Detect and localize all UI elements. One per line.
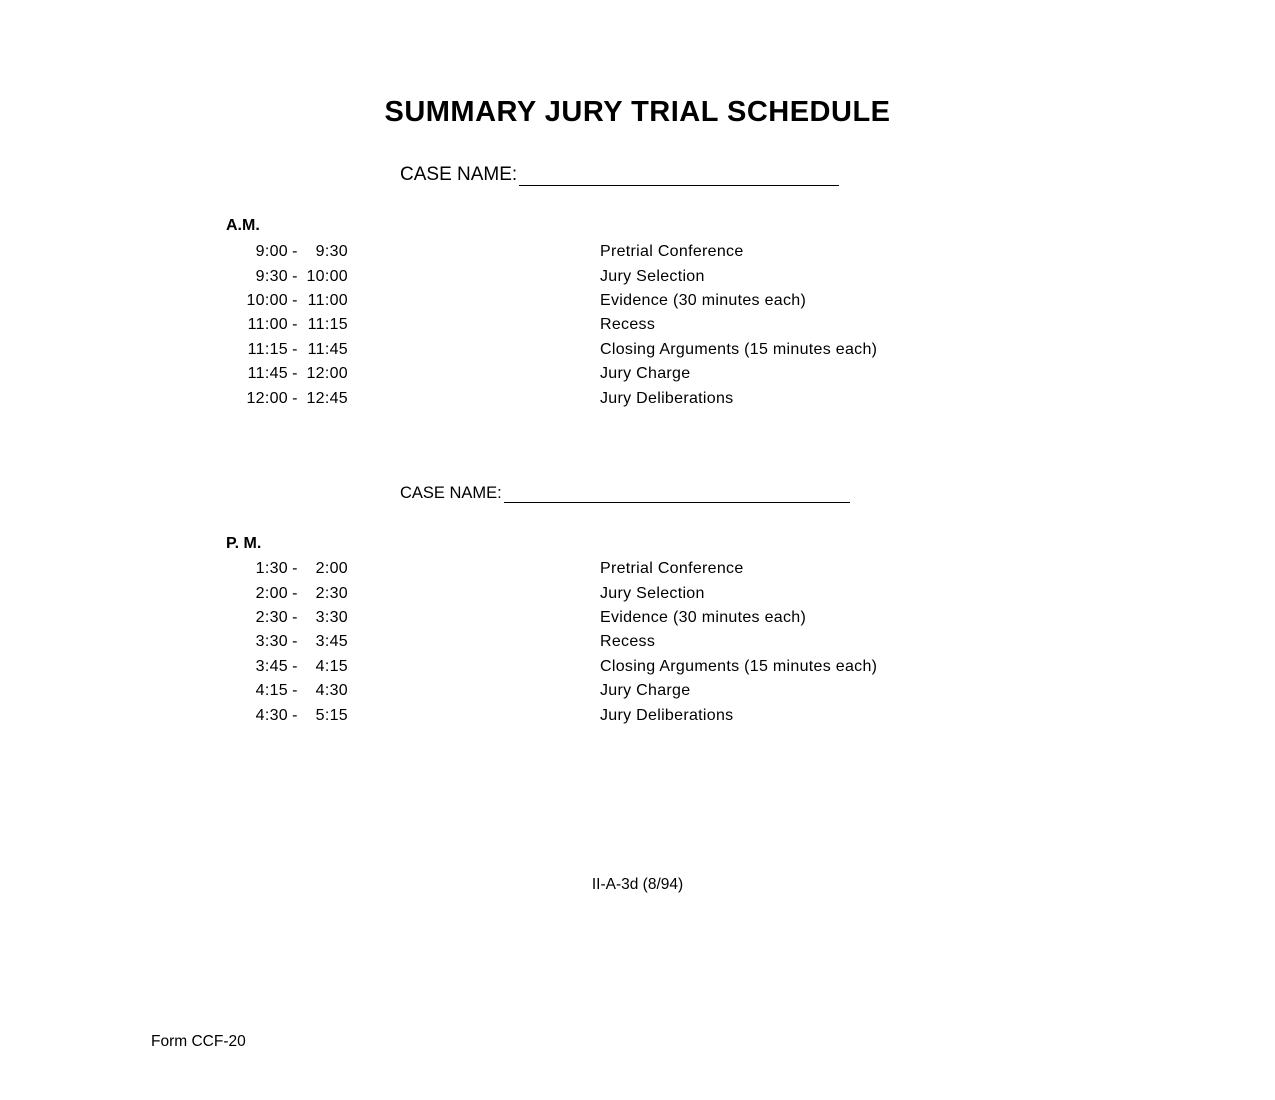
pm-schedule [226, 557, 986, 728]
time-dash: - [292, 389, 298, 407]
activity: Evidence (30 minutes each) [600, 291, 807, 309]
activity: Pretrial Conference [600, 560, 744, 578]
time-start: 2:30 [255, 608, 288, 626]
activity: Jury Charge [600, 682, 691, 700]
time-end: 9:30 [315, 243, 348, 261]
time-end: 5:15 [315, 706, 348, 724]
schedule-row [226, 362, 986, 386]
am-heading: A.M. [226, 217, 260, 234]
time-dash: - [292, 243, 298, 261]
time-start: 4:30 [255, 706, 288, 724]
activity: Jury Deliberations [600, 389, 734, 407]
activity: Closing Arguments (15 minutes each) [600, 340, 878, 358]
time-end: 12:45 [306, 389, 348, 407]
schedule-row [226, 264, 986, 288]
time-end: 4:15 [315, 657, 348, 675]
activity: Recess [600, 633, 656, 651]
time-dash: - [292, 267, 298, 285]
time-dash: - [292, 365, 298, 383]
case-name-blank [504, 487, 850, 503]
time-start: 4:15 [255, 682, 288, 700]
time-start: 3:45 [255, 657, 288, 675]
schedule-row [226, 679, 986, 703]
schedule-row [226, 289, 986, 313]
time-dash: - [292, 657, 298, 675]
time-end: 2:30 [315, 584, 348, 602]
time-start: 2:00 [255, 584, 288, 602]
time-dash: - [292, 633, 298, 651]
case-name-label: CASE NAME: [400, 484, 502, 502]
time-dash: - [292, 560, 298, 578]
time-end: 2:00 [315, 560, 348, 578]
schedule-row [226, 240, 986, 264]
activity: Evidence (30 minutes each) [600, 608, 807, 626]
pm-heading: P. M. [226, 535, 262, 552]
schedule-row [226, 630, 986, 654]
schedule-row [226, 338, 986, 362]
activity: Closing Arguments (15 minutes each) [600, 657, 878, 675]
time-dash: - [292, 706, 298, 724]
schedule-row [226, 557, 986, 581]
schedule-row [226, 703, 986, 727]
time-end: 11:15 [307, 316, 348, 334]
activity: Jury Selection [600, 267, 705, 285]
time-end: 12:00 [306, 365, 348, 383]
time-dash: - [292, 340, 298, 358]
time-end: 3:30 [315, 608, 348, 626]
time-start: 11:15 [247, 340, 288, 358]
time-start: 11:45 [247, 365, 288, 383]
activity: Jury Charge [600, 365, 691, 383]
time-dash: - [292, 584, 298, 602]
schedule-row [226, 313, 986, 337]
schedule-row [226, 581, 986, 605]
activity: Jury Deliberations [600, 706, 734, 724]
page-code: II-A-3d (8/94) [591, 876, 684, 893]
form-id: Form CCF-20 [151, 1033, 246, 1050]
time-dash: - [292, 316, 298, 334]
time-end: 10:00 [306, 267, 348, 285]
time-end: 3:45 [315, 633, 348, 651]
case-name-blank [519, 167, 839, 186]
schedule-row [226, 655, 986, 679]
time-end: 4:30 [315, 682, 348, 700]
case-name-field-pm [400, 484, 850, 503]
time-start: 9:30 [255, 267, 288, 285]
time-end: 11:45 [307, 340, 348, 358]
page-title: SUMMARY JURY TRIAL SCHEDULE [384, 96, 891, 128]
time-start: 9:00 [255, 243, 288, 261]
time-start: 10:00 [246, 291, 288, 309]
schedule-row [226, 606, 986, 630]
time-end: 11:00 [307, 291, 348, 309]
activity: Recess [600, 316, 656, 334]
case-name-label: CASE NAME: [400, 164, 518, 185]
schedule-row [226, 386, 986, 410]
activity: Pretrial Conference [600, 243, 744, 261]
time-start: 3:30 [255, 633, 288, 651]
time-dash: - [292, 682, 298, 700]
activity: Jury Selection [600, 584, 705, 602]
time-start: 1:30 [255, 560, 288, 578]
time-dash: - [292, 291, 298, 309]
time-dash: - [292, 608, 298, 626]
time-start: 12:00 [246, 389, 288, 407]
am-schedule [226, 240, 986, 411]
time-start: 11:00 [247, 316, 288, 334]
case-name-field-am [400, 164, 839, 186]
